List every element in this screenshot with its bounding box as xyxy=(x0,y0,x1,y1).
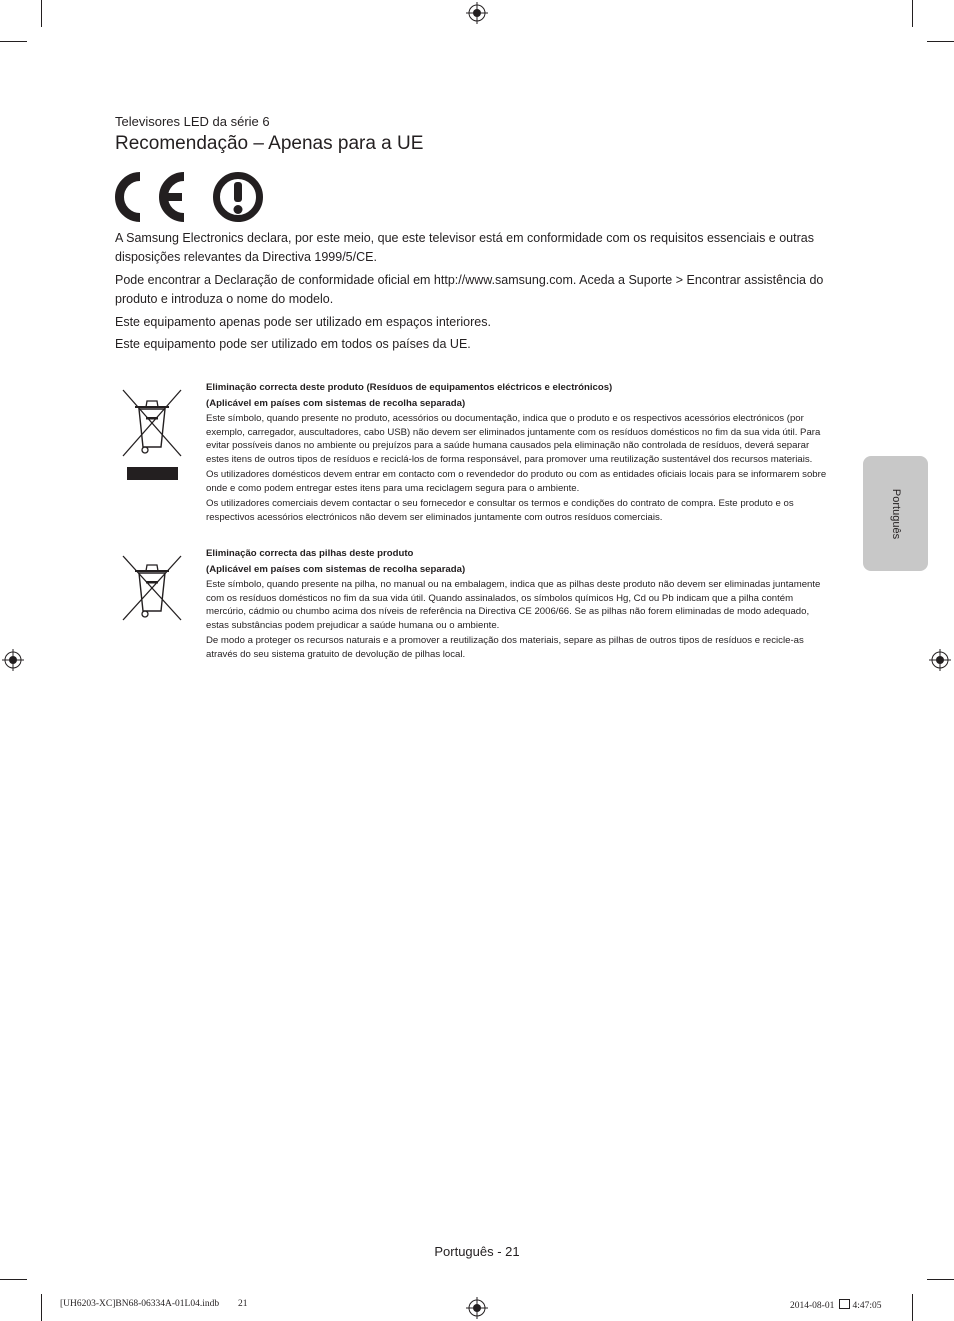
crop-mark xyxy=(41,0,42,27)
section-subheading: (Aplicável em países com sistemas de recolha separada) xyxy=(206,563,466,575)
section-heading: Eliminação correcta das pilhas deste produto xyxy=(206,548,414,559)
footer-time: 4:47:05 xyxy=(852,1301,882,1311)
separate-collection-bar xyxy=(127,467,178,480)
indoor-use-paragraph: Este equipamento apenas pode ser utilizado em espaços interiores. xyxy=(115,315,491,329)
crop-mark xyxy=(0,1279,27,1280)
battery-disposal-section xyxy=(206,547,831,663)
crop-mark xyxy=(927,41,954,42)
registration-mark-icon xyxy=(929,649,951,671)
section-subheading: (Aplicável em países com sistemas de recolha separada) xyxy=(206,397,466,409)
footer-timestamp xyxy=(790,1299,881,1311)
ce-mark-icon xyxy=(114,171,190,223)
section-paragraph: Este símbolo, quando presente na pilha, no manual ou na embalagem, indica que as pilhas deste produto não devem ser eliminadas juntamente com os resíduos domésticos no fim da sua vida útil. Quando assinalados, os símbolos químicos Hg, Cd ou Pb indicam que a pilha contém mercúrio, cádmio ou chumbo acima dos níveis de referência na Directiva CE 2006/66. Se as pilhas não forem eliminadas de modo adequado, estas substâncias podem prejudicar a saúde humana ou o ambiente. xyxy=(206,579,821,631)
declaration-paragraph: A Samsung Electronics declara, por este meio, que este televisor está em conformidade com os requisitos essenciais e outras disposições relevantes da Directiva 1999/5/CE. xyxy=(115,231,814,264)
language-tab xyxy=(863,456,928,571)
crop-mark xyxy=(41,1294,42,1321)
section-paragraph: Os utilizadores comerciais devem contactar o seu fornecedor e consultar os termos e condições do contrato de compra. Este produto e os respectivos acessórios electrónicos não devem ser eliminados juntamente com outros resíduos comerciais. xyxy=(206,498,794,523)
page-number: Português - 21 xyxy=(434,1244,520,1259)
section-paragraph: Este símbolo, quando presente no produto, acessórios ou documentação, indica que o produto e os respectivos acessórios electrónicos (por exemplo, carregador, auscultadores, cabo USB) não devem ser eliminados juntamente com os resíduos domésticos no fim da sua vida útil. Para evitar possíveis danos no ambiente ou prejuízos para a saúde humana causados pela eliminação não controlada de resíduos, deverá separar estes itens de outros tipos de resíduos e reciclá-los de forma responsável, para promover uma reutilização sustentável dos recursos materiais. xyxy=(206,413,821,465)
weee-disposal-section xyxy=(206,381,831,526)
footer-filename: [UH6203-XC]BN68-06334A-01L04.indb xyxy=(60,1299,220,1309)
alert-symbol-icon xyxy=(212,171,264,223)
registration-mark-icon xyxy=(466,1297,488,1319)
footer-time-glyph-icon xyxy=(839,1299,850,1309)
footer-date: 2014-08-01 xyxy=(790,1301,835,1311)
crop-mark xyxy=(912,0,913,27)
declaration-link-paragraph: Pode encontrar a Declaração de conformidade oficial em http://www.samsung.com. Aceda a Suporte > Encontrar assistência do produto e introduza o nome do modelo. xyxy=(115,273,824,306)
crossed-out-bin-icon xyxy=(119,553,185,623)
section-paragraph: Os utilizadores domésticos devem entrar em contacto com o revendedor do produto ou com as entidades oficiais locais para se informarem sobre onde e como podem entregar estes itens para uma reciclagem segura para o ambiente. xyxy=(206,469,827,494)
crossed-out-bin-icon xyxy=(119,387,185,461)
page-title: Recomendação – Apenas para a UE xyxy=(115,133,424,154)
section-paragraph: De modo a proteger os recursos naturais e a promover a reutilização dos materiais, separe as pilhas de outros tipos de resíduos e recicle-as através do seu sistema gratuito de devolução de pilhas local. xyxy=(206,635,804,660)
product-series: Televisores LED da série 6 xyxy=(115,114,270,129)
footer-page: 21 xyxy=(238,1299,248,1309)
crop-mark xyxy=(0,41,27,42)
eu-use-paragraph: Este equipamento pode ser utilizado em todos os países da UE. xyxy=(115,337,471,351)
registration-mark-icon xyxy=(2,649,24,671)
crop-mark xyxy=(927,1279,954,1280)
crop-mark xyxy=(912,1294,913,1321)
section-heading: Eliminação correcta deste produto (Resíduos de equipamentos eléctricos e electrónicos) xyxy=(206,382,613,393)
language-tab-label: Português xyxy=(889,488,902,539)
registration-mark-icon xyxy=(466,2,488,24)
